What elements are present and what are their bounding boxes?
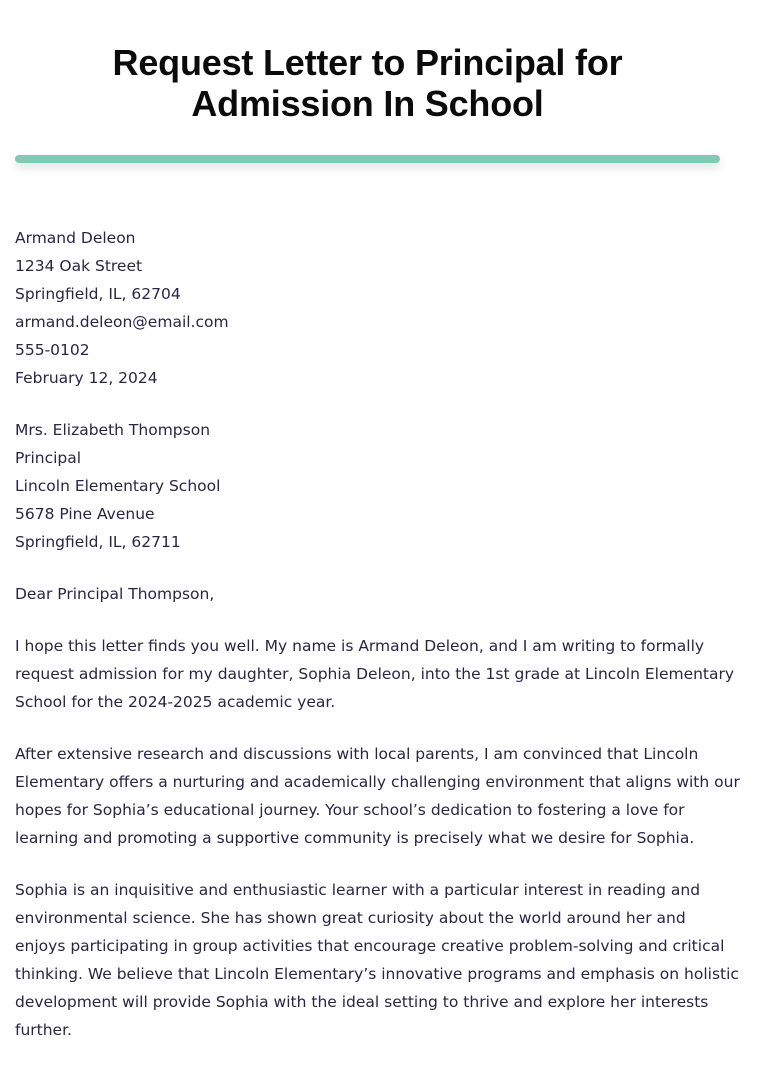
- sender-address-block: [15, 224, 725, 392]
- recipient-street: 5678 Pine Avenue: [15, 505, 155, 523]
- sender-city: Springfield, IL, 62704: [15, 285, 181, 303]
- paragraph-1: [15, 632, 735, 716]
- paragraph-line: thinking. We believe that Lincoln Elementary’s innovative programs and emphasis on holistic: [15, 965, 739, 983]
- paragraph-line: development will provide Sophia with the ideal setting to thrive and explore her interests: [15, 993, 709, 1011]
- paragraph-line: environmental science. She has shown great curiosity about the world around her and: [15, 909, 686, 927]
- sender-phone: 555-0102: [15, 341, 90, 359]
- salutation: [15, 580, 725, 608]
- recipient-city: Springfield, IL, 62711: [15, 533, 181, 551]
- title-divider: [15, 155, 720, 163]
- recipient-address-block: [15, 416, 725, 556]
- paragraph-line: Sophia is an inquisitive and enthusiastic learner with a particular interest in reading and: [15, 881, 701, 899]
- paragraph-3: [15, 876, 739, 1044]
- paragraph-line: learning and promoting a supportive community is precisely what we desire for Sophia.: [15, 829, 695, 847]
- sender-street: 1234 Oak Street: [15, 257, 143, 275]
- page-title: [15, 42, 720, 124]
- letter-date: February 12, 2024: [15, 369, 158, 387]
- sender-email: armand.deleon@email.com: [15, 313, 229, 331]
- paragraph-line: hopes for Sophia’s educational journey. Your school’s dedication to fostering a love for: [15, 801, 685, 819]
- paragraph-line: request admission for my daughter, Sophia Deleon, into the 1st grade at Lincoln Elementary: [15, 665, 735, 683]
- salutation-text: Dear Principal Thompson,: [15, 585, 215, 603]
- title-line-2: Admission In School: [191, 83, 544, 124]
- paragraph-line: After extensive research and discussions with local parents, I am convinced that Lincoln: [15, 745, 699, 763]
- recipient-name: Mrs. Elizabeth Thompson: [15, 421, 211, 439]
- paragraph-line: Elementary offers a nurturing and academically challenging environment that aligns with our: [15, 773, 740, 791]
- title-line-1: Request Letter to Principal for: [112, 42, 623, 83]
- paragraph-line: further.: [15, 1021, 72, 1039]
- recipient-school: Lincoln Elementary School: [15, 477, 221, 495]
- paragraph-line: School for the 2024-2025 academic year.: [15, 693, 336, 711]
- sender-name: Armand Deleon: [15, 229, 136, 247]
- letter-body: [15, 224, 740, 1068]
- recipient-title: Principal: [15, 449, 82, 467]
- paragraph-line: I hope this letter finds you well. My name is Armand Deleon, and I am writing to formally: [15, 637, 705, 655]
- paragraph-line: enjoys participating in group activities that encourage creative problem-solving and critical: [15, 937, 725, 955]
- paragraph-2: [15, 740, 740, 852]
